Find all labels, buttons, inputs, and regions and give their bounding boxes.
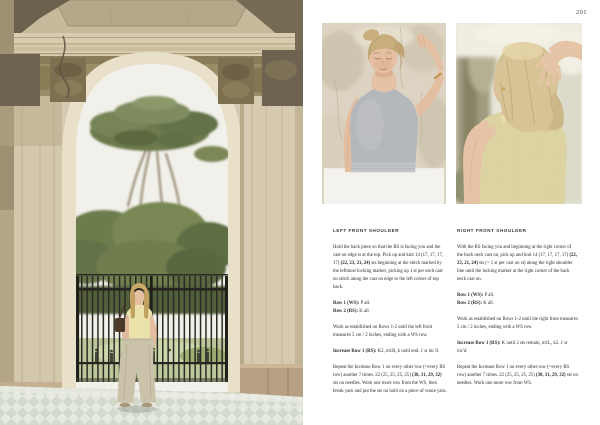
right-wall <box>240 60 303 425</box>
increase-row-instruction: Increase Row 1 (RS): K until 2 sts remain, m1L, k2. 1 st inc'd. <box>457 341 568 354</box>
grey-tank-scene <box>322 23 446 204</box>
repeat-instruction: Repeat the Increase Row 1 on every other row (=every RS row) another 7 times. 22 (25, 25, 25, 25) (30, 31, 29, 32) sts on needles. Work one more row from the WS, then break yarn and put the sts on hold on a piece of waste yarn. <box>333 365 447 394</box>
row-1-instruction: Row 1 (WS): P all. <box>457 293 495 298</box>
work-instruction: Work as established on Rows 1-2 until the left front measures 5 cm / 2 inches, ending with a WS row. <box>333 325 433 338</box>
gold-earring <box>502 87 505 90</box>
right-front-shoulder-section <box>457 228 578 396</box>
photo-yellow-tank-back <box>456 23 582 204</box>
row-2-instruction: Row 2 (RS): K all. <box>333 309 370 314</box>
photo-grey-tank-front <box>322 23 446 204</box>
section-heading-left: LEFT FRONT SHOULDER <box>333 228 400 233</box>
pickup-instructions: Hold the back piece so that the RS is facing you and the cast on edge is at the top. Pick up and knit 14 (17, 17, 17, 17) (22, 23, 21, 24) sts beginning at the stitch marked by the leftmost locking marker, picking up 1 st per each cast on stitch along the cast on edge to the left corner of top back. <box>333 245 444 290</box>
yellow-tank-scene <box>456 23 582 204</box>
increase-row-instruction: Increase Row 1 (RS): K2, m1R, k until end. 1 st inc'd. <box>333 349 440 354</box>
row-1-instruction: Row 1 (WS): P all. <box>333 301 371 306</box>
section-heading-right: RIGHT FRONT SHOULDER <box>457 228 527 233</box>
white-skirt <box>324 168 444 204</box>
grey-knit-tank <box>350 88 418 173</box>
pickup-instructions: With the RS facing you and beginning at the right corner of the back neck cast on, pick up and knit 14 (17, 17, 17, 17) (22, 23, 21, 24) sts (= 1 st per cast on st) along the right shoulder line until the locking marker at the right corner of the back neck cast on. <box>457 245 578 282</box>
work-instruction: Work as established on Rows 1-2 until the right front measures 5 cm / 2 inches, ending with a WS row. <box>457 317 578 330</box>
repeat-instruction: Repeat the Increase Row 1 on every other row (=every RS row) another 7 times. 22 (25, 25, 25, 25) (30, 31, 29, 32) sts on needles. Work one more row from WS. <box>457 365 578 386</box>
page-number: 201 <box>576 9 587 16</box>
left-front-shoulder-section <box>333 228 447 404</box>
row-2-instruction: Row 2 (RS): K all. <box>457 301 494 306</box>
